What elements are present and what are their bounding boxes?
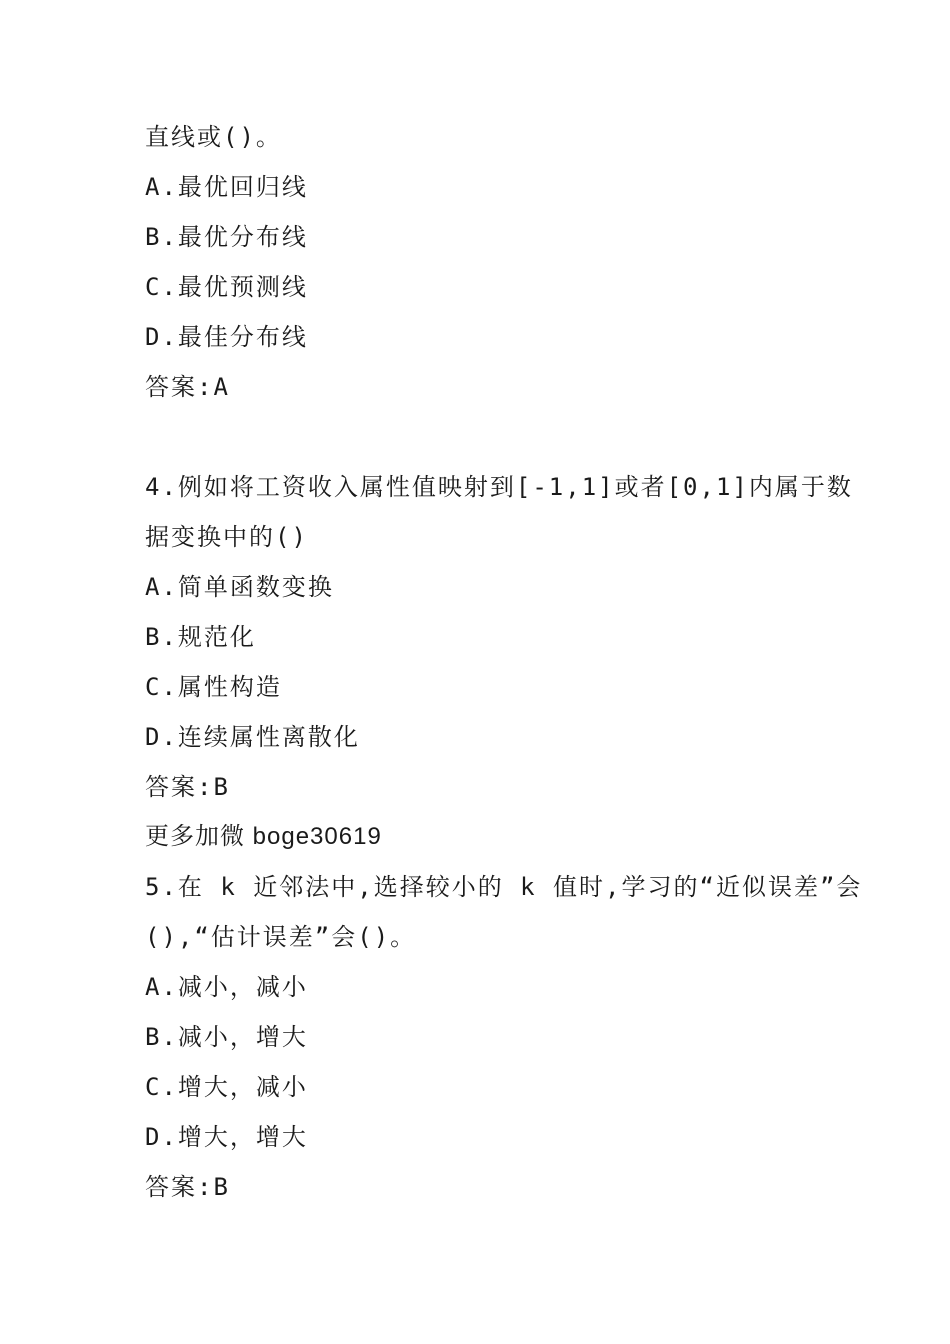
question-stem: 直线或()。 — [145, 123, 282, 151]
option-b: B.规范化 — [145, 623, 256, 651]
option-d: D.连续属性离散化 — [145, 723, 360, 751]
question-stem-line-1: 4.例如将工资收入属性值映射到[-1,1]或者[0,1]内属于数 — [145, 473, 853, 501]
promo-text: 更多加微 boge30619 — [145, 823, 382, 850]
question-5 — [145, 862, 863, 1212]
option-b: B.减小，增大 — [145, 1023, 308, 1051]
option-d: D.最佳分布线 — [145, 323, 308, 351]
answer: 答案:B — [145, 773, 230, 801]
option-a: A.减小，减小 — [145, 973, 308, 1001]
spacer — [145, 412, 815, 462]
answer: 答案:B — [145, 1173, 230, 1201]
question-4 — [145, 462, 853, 812]
answer: 答案:A — [145, 373, 230, 401]
option-b: B.最优分布线 — [145, 223, 308, 251]
question-stem-line-1: 5.在 k 近邻法中,选择较小的 k 值时,学习的“近似误差”会 — [145, 873, 863, 901]
question-content — [145, 112, 863, 1212]
question-stem-line-2: (),“估计误差”会()。 — [145, 923, 417, 951]
option-c: C.增大，减小 — [145, 1073, 308, 1101]
option-c: C.属性构造 — [145, 673, 282, 701]
option-a: A.简单函数变换 — [145, 573, 334, 601]
question-stem-line-2: 据变换中的() — [145, 523, 308, 551]
question-3 — [145, 112, 815, 412]
option-c: C.最优预测线 — [145, 273, 308, 301]
option-a: A.最优回归线 — [145, 173, 308, 201]
option-d: D.增大，增大 — [145, 1123, 308, 1151]
